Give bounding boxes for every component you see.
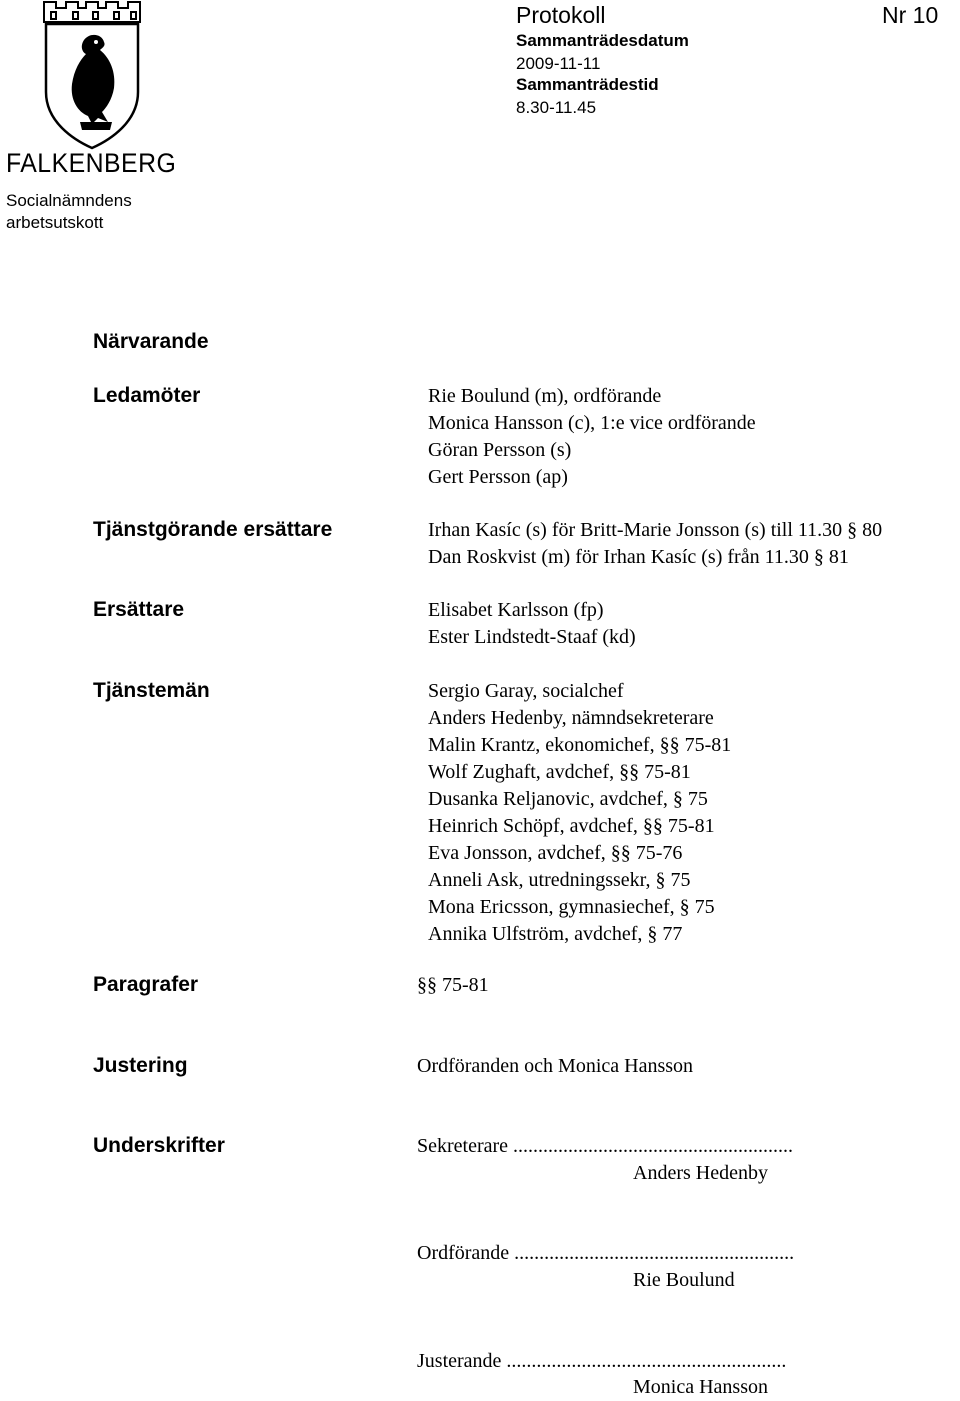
official-item: Sergio Garay, socialchef — [428, 680, 624, 702]
paragraphs-label: Paragrafer — [93, 973, 199, 996]
meeting-date-value: 2009-11-11 — [516, 54, 601, 73]
adjuster-signature-line: Justerande ........................................................ — [417, 1350, 787, 1372]
officials-label: Tjänstemän — [93, 679, 210, 702]
serving-deputy-item: Irhan Kasíc (s) för Britt-Marie Jonsson (s) till 11.30 § 80 — [428, 519, 883, 541]
secretary-signature-line: Sekreterare ........................................................ — [417, 1135, 794, 1157]
municipal-crest-logo — [40, 0, 146, 150]
official-item: Anders Hedenby, nämndsekreterare — [428, 707, 714, 729]
serving-deputies-list — [428, 517, 882, 571]
chair-name: Rie Boulund — [633, 1269, 735, 1291]
document-number: Nr 10 — [882, 2, 939, 28]
signatures-label: Underskrifter — [93, 1134, 225, 1157]
chair-signature-line: Ordförande ........................................................ — [417, 1242, 795, 1264]
adjustment-label: Justering — [93, 1054, 188, 1077]
official-item: Heinrich Schöpf, avdchef, §§ 75-81 — [428, 815, 715, 837]
official-item: Mona Ericsson, gymnasiechef, § 75 — [428, 896, 715, 918]
document-title: Protokoll — [516, 2, 606, 28]
member-item: Rie Boulund (m), ordförande — [428, 385, 662, 407]
official-item: Eva Jonsson, avdchef, §§ 75-76 — [428, 842, 683, 864]
attendance-heading: Närvarande — [93, 330, 209, 353]
officials-list — [428, 678, 731, 948]
meeting-date-label: Sammanträdesdatum — [516, 31, 689, 50]
official-item: Wolf Zughaft, avdchef, §§ 75-81 — [428, 761, 691, 783]
official-item: Anneli Ask, utredningssekr, § 75 — [428, 869, 691, 891]
official-item: Dusanka Reljanovic, avdchef, § 75 — [428, 788, 708, 810]
members-list — [428, 383, 756, 491]
deputy-item: Ester Lindstedt-Staaf (kd) — [428, 626, 636, 648]
deputies-list — [428, 597, 636, 651]
department-line: Socialnämndens — [6, 191, 132, 210]
deputies-label: Ersättare — [93, 598, 185, 621]
member-item: Göran Persson (s) — [428, 439, 572, 461]
meeting-time-label: Sammanträdestid — [516, 75, 659, 94]
paragraphs-value: §§ 75-81 — [417, 974, 489, 996]
adjustment-value: Ordföranden och Monica Hansson — [417, 1055, 694, 1077]
official-item: Malin Krantz, ekonomichef, §§ 75-81 — [428, 734, 732, 756]
members-label: Ledamöter — [93, 384, 201, 407]
deputy-item: Elisabet Karlsson (fp) — [428, 599, 604, 621]
secretary-name: Anders Hedenby — [633, 1162, 768, 1184]
member-item: Gert Persson (ap) — [428, 466, 568, 488]
department-name — [6, 190, 132, 234]
meeting-time-value: 8.30-11.45 — [516, 98, 597, 117]
member-item: Monica Hansson (c), 1:e vice ordförande — [428, 412, 756, 434]
serving-deputy-item: Dan Roskvist (m) för Irhan Kasíc (s) från 11.30 § 81 — [428, 546, 849, 568]
serving-deputies-label: Tjänstgörande ersättare — [93, 518, 333, 541]
adjuster-name: Monica Hansson — [633, 1376, 768, 1398]
department-line: arbetsutskott — [6, 213, 104, 232]
org-name: FALKENBERG — [6, 148, 177, 178]
official-item: Annika Ulfström, avdchef, § 77 — [428, 923, 683, 945]
